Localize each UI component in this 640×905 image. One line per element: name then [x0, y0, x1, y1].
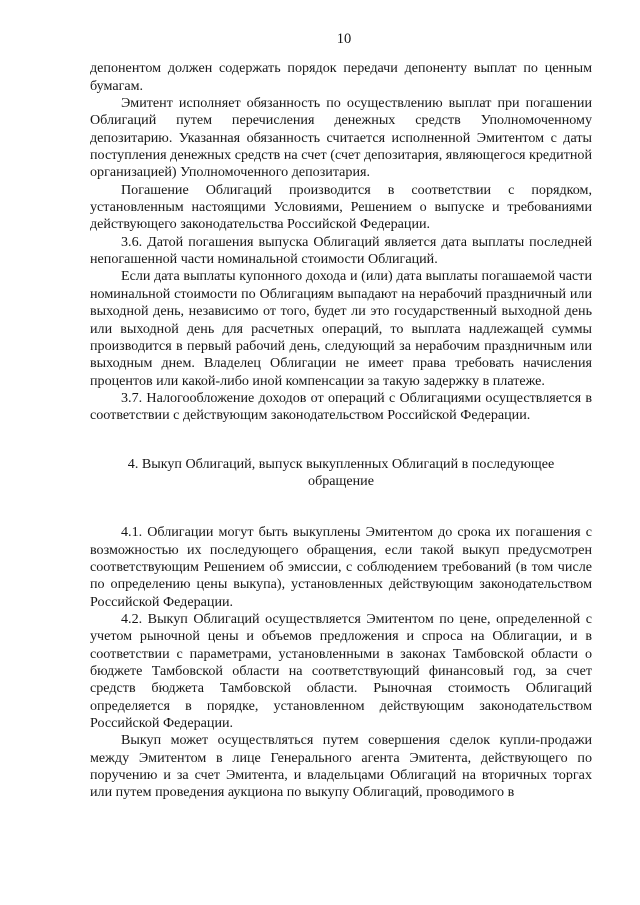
- paragraph: 3.6. Датой погашения выпуска Облигаций является дата выплаты последней непогашенной части номинальной стоимости Облигаций.: [90, 233, 592, 268]
- top-paragraphs: [90, 60, 592, 424]
- section-heading: 4. Выкуп Облигаций, выпуск выкупленных Облигаций в последующее обращение: [127, 455, 555, 489]
- paragraph: Эмитент исполняет обязанность по осуществлению выплат при погашении Облигаций путем перечисления денежных средств Уполномоченному депозитарию. Указанная обязанность считается исполненной Эмитентом с даты поступления денежных средств на счет (счет депозитария, являющегося кредитной организацией) Уполномоченного депозитария.: [90, 95, 592, 181]
- page-number: 10: [336, 31, 352, 47]
- paragraph: 4.1. Облигации могут быть выкуплены Эмитентом до срока их погашения с возможностью их последующего обращения, если такой выкуп предусмотрен соответствующим Решением об эмиссии, с соблюдением требований (в том числе по определению цены выкупа), установленных действующим законодательством Российской Федерации.: [90, 524, 592, 610]
- paragraph: Выкуп может осуществляться путем совершения сделок купли-продажи между Эмитентом в лице Генерального агента Эмитента, действующего по поручению и за счет Эмитента, и владельцами Облигаций на вторичных торгах или путем проведения аукциона по выкупу Облигаций, проводимого в: [90, 732, 592, 801]
- paragraph: депонентом должен содержать порядок передачи депоненту выплат по ценным бумагам.: [90, 60, 592, 94]
- paragraph: Если дата выплаты купонного дохода и (или) дата выплаты погашаемой части номинальной стоимости по Облигациям выпадают на нерабочий праздничный или выходной день, независимо от того, будет ли это государственный выходной день или выходной день для расчетных операций, то выплата надлежащей суммы производится в первый рабочий день, следующий за нерабочим праздничным или выходным днем. Владелец Облигации не имеет права требовать начисления процентов или какой-либо иной компенсации за такую задержку в платеже.: [90, 268, 592, 389]
- bottom-paragraphs: [90, 524, 592, 802]
- paragraph: 3.7. Налогообложение доходов от операций с Облигациями осуществляется в соответствии с действующим законодательством Российской Федерации.: [90, 389, 592, 424]
- paragraph: Погашение Облигаций производится в соответствии с порядком, установленным настоящими Условиями, Решением о выпуске и требованиями действующего законодательства Российской Федерации.: [90, 181, 592, 233]
- paragraph: 4.2. Выкуп Облигаций осуществляется Эмитентом по цене, определенной с учетом рыночной цены и объемов предложения и спроса на Облигации, и в соответствии с параметрами, установленными в законах Тамбовской области о бюджете Тамбовской области на соответствующий финансовый год, за счет средств бюджета Тамбовской области. Рыночная стоимость Облигаций определяется в порядке, установленном действующим законодательством Российской Федерации.: [90, 610, 592, 732]
